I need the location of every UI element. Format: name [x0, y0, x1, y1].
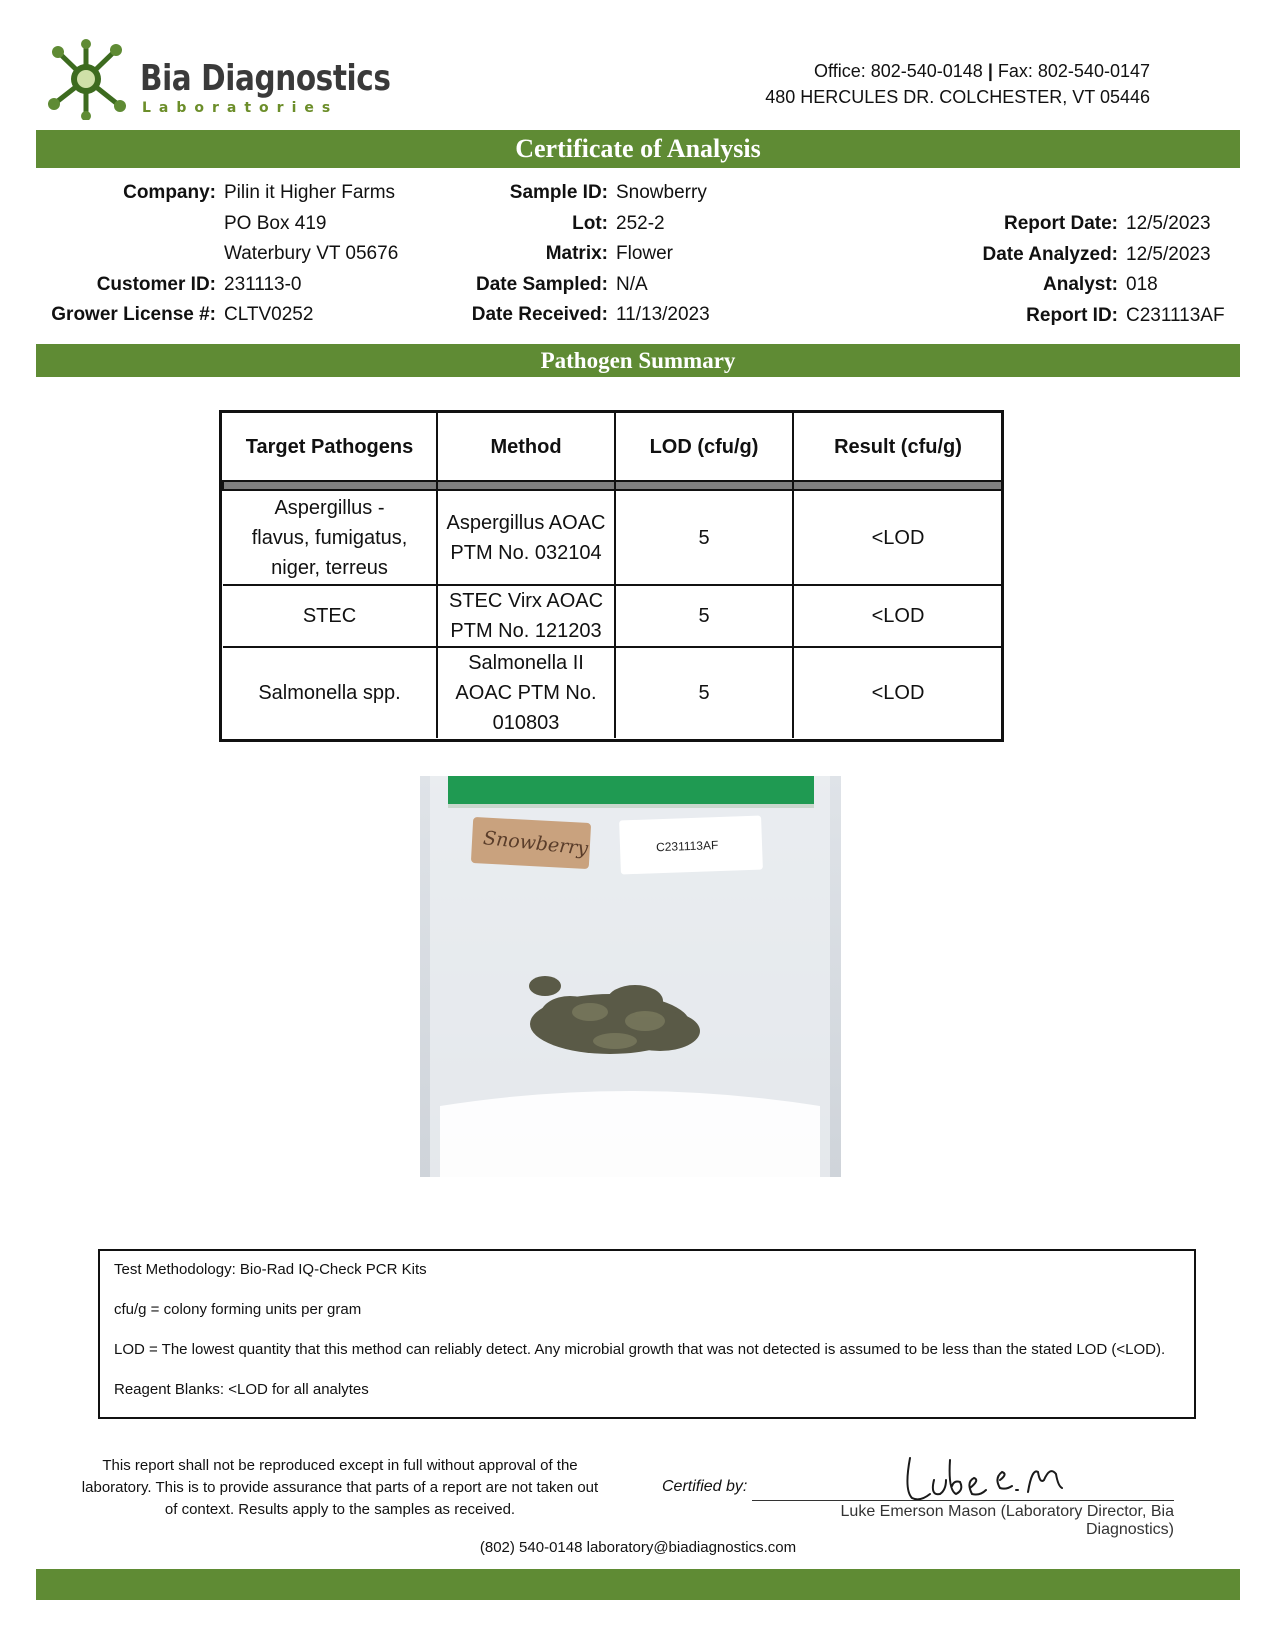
certified-by-label: Certified by:: [662, 1478, 748, 1495]
logo-subtitle: Laboratories: [142, 100, 339, 116]
table-row: [223, 647, 1002, 738]
footer-phone: (802) 540-0148: [479, 1539, 583, 1556]
photo-handwritten-label: Snowberry: [482, 827, 590, 860]
company-address-line1: PO Box 419: [224, 212, 327, 234]
date-analyzed-label: Date Analyzed:: [982, 243, 1118, 265]
table-row: [223, 490, 1002, 585]
report-date: 12/5/2023: [1126, 213, 1211, 234]
date-received: 11/13/2023: [616, 304, 710, 325]
disclaimer: This report shall not be reproduced except in full without approval of the laboratory. This is to provide assurance that parts of a report are not taken out of context. Results apply to the samples as received.: [81, 1457, 599, 1518]
bottom-band: [36, 1569, 1240, 1600]
table-row: [223, 585, 1002, 647]
header-lod: LOD (cfu/g): [615, 413, 793, 481]
result-cell: <LOD: [793, 490, 1002, 585]
result-cell: <LOD: [793, 647, 1002, 738]
footer-email[interactable]: laboratory@biadiagnostics.com: [586, 1539, 797, 1556]
report-id: C231113AF: [1126, 304, 1225, 326]
pathogen-cell: STEC: [223, 585, 437, 647]
test-methodology: Test Methodology: Bio-Rad IQ-Check PCR Kits: [114, 1261, 427, 1278]
analyst-label: Analyst:: [1043, 274, 1118, 295]
grower-license: CLTV0252: [224, 304, 314, 325]
cfu-definition: cfu/g = colony forming units per gram: [114, 1301, 362, 1318]
client-info: [36, 178, 398, 331]
company-name: Pilin it Higher Farms: [224, 182, 396, 203]
report-date-label: Report Date:: [1003, 213, 1118, 234]
analyst: 018: [1126, 274, 1158, 295]
molecule-logo-icon: [36, 38, 136, 120]
customer-id: 231113-0: [224, 273, 302, 295]
lab-contact: [765, 58, 1150, 110]
method-cell: Salmonella II AOAC PTM No. 010803: [437, 647, 615, 738]
date-received-label: Date Received:: [471, 304, 608, 325]
date-analyzed: 12/5/2023: [1126, 243, 1211, 265]
company-logo: [36, 38, 391, 120]
contact-separator: |: [987, 61, 993, 81]
grower-license-label: Grower License #:: [51, 304, 216, 325]
photo-printed-label: C231113AF: [655, 838, 719, 855]
reagent-blanks: Reagent Blanks: <LOD for all analytes: [114, 1381, 369, 1398]
methodology-box: [98, 1249, 1196, 1419]
lod-cell: 5: [615, 490, 793, 585]
lab-address: 480 HERCULES DR. COLCHESTER, VT 05446: [765, 87, 1150, 107]
lot-label: Lot:: [572, 212, 608, 234]
sample-id-label: Sample ID:: [509, 182, 608, 203]
certificate-title: Certificate of Analysis: [36, 130, 1240, 168]
pathogen-cell: Salmonella spp.: [223, 647, 437, 738]
sample-info: [440, 178, 710, 331]
customer-id-label: Customer ID:: [96, 273, 216, 295]
result-cell: <LOD: [793, 585, 1002, 647]
report-info: [920, 209, 1225, 331]
logo-name: Bia Diagnostics: [140, 58, 391, 99]
matrix-label: Matrix:: [545, 243, 608, 264]
header-target-pathogens: Target Pathogens: [223, 413, 437, 481]
sample-id: Snowberry: [616, 182, 707, 203]
signer-name: Luke Emerson Mason (Laboratory Director, Bia Diagnostics): [840, 1503, 1174, 1538]
footer-contact: [0, 1539, 1276, 1556]
signature: [900, 1450, 1080, 1510]
office-phone: Office: 802-540-0148: [814, 61, 983, 81]
date-sampled-label: Date Sampled:: [476, 273, 608, 295]
company-address-line2: Waterbury VT 05676: [224, 243, 399, 264]
report-id-label: Report ID:: [1026, 304, 1118, 326]
pathogen-table: [219, 410, 1004, 742]
pathogen-summary-title: Pathogen Summary: [36, 344, 1240, 377]
lod-cell: 5: [615, 585, 793, 647]
fax-number: Fax: 802-540-0147: [997, 61, 1150, 81]
header-result: Result (cfu/g): [793, 413, 1002, 481]
matrix: Flower: [616, 243, 674, 264]
sample-photo: [420, 776, 841, 1177]
pathogen-cell: Aspergillus - flavus, fumigatus, niger, terreus: [223, 490, 437, 585]
header-method: Method: [437, 413, 615, 481]
method-cell: Aspergillus AOAC PTM No. 032104: [437, 490, 615, 585]
date-sampled: N/A: [616, 273, 648, 295]
company-label: Company:: [123, 182, 216, 203]
lod-definition: LOD = The lowest quantity that this method can reliably detect. Any microbial growth that was not detected is assumed to be less than the stated LOD (<LOD).: [114, 1341, 1166, 1358]
signature-line: [752, 1500, 1174, 1501]
lod-cell: 5: [615, 647, 793, 738]
lot: 252-2: [616, 212, 665, 234]
method-cell: STEC Virx AOAC PTM No. 121203: [437, 585, 615, 647]
